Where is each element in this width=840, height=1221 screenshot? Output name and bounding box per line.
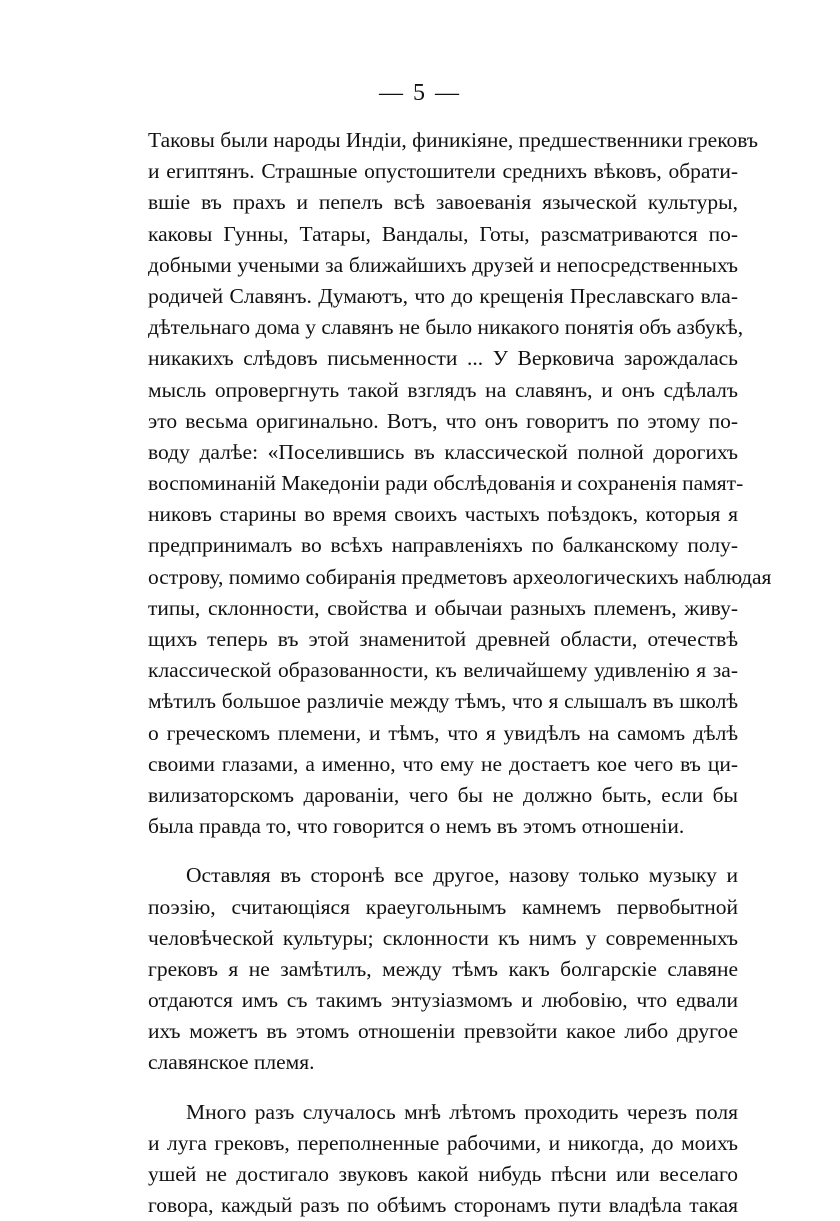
text-line: вилизаторскомъ дарованіи, чего бы не должно быть, если бы	[148, 782, 738, 807]
text-line: острову, помимо собиранія предметовъ археологическихъ наблюдая	[148, 564, 772, 589]
page-number: — 5 —	[379, 80, 461, 106]
body-text	[148, 125, 772, 1221]
text-line: о греческомъ племени, и тѣмъ, что я увидѣлъ на самомъ дѣлѣ	[148, 720, 738, 745]
text-line: грековъ я не замѣтилъ, между тѣмъ какъ болгарскіе славяне	[148, 956, 738, 981]
text-line: дѣтельнаго дома у славянъ не было никакого понятія объ азбукѣ,	[148, 315, 744, 340]
text-line: мысль опровергнуть такой взглядъ на славянъ, и онъ сдѣлалъ	[148, 377, 738, 402]
text-line: ихъ можетъ въ этомъ отношеніи превзойти какое либо другое	[148, 1019, 738, 1044]
text-line: славянское племя.	[148, 1050, 315, 1075]
text-line: типы, склонности, свойства и обычаи разныхъ племенъ, живу-	[148, 595, 738, 620]
paragraph-spacer	[148, 842, 738, 860]
text-line: Много разъ случалось мнѣ лѣтомъ проходить черезъ поля	[186, 1099, 738, 1124]
text-line: Оставляя въ сторонѣ все другое, назову только музыку и	[186, 863, 738, 888]
text-line: была правда то, что говорится о немъ въ этомъ отношеніи.	[148, 814, 685, 839]
text-line: предпринималъ во всѣхъ направленіяхъ по балканскому полу-	[148, 533, 738, 558]
paragraph-3	[148, 1097, 738, 1221]
text-line: щихъ теперь въ этой знаменитой древней области, отечествѣ	[148, 627, 738, 651]
paragraph-spacer	[148, 1079, 738, 1097]
text-line: своими глазами, а именно, что ему не достаетъ кое чего въ ци-	[148, 751, 738, 776]
text-line: говора, каждый разъ по обѣимъ сторонамъ пути владѣла такая	[148, 1193, 738, 1218]
text-line: воду далѣе: «Поселившись въ классической полной дорогихъ	[148, 439, 738, 464]
text-line: добными учеными за ближайшихъ друзей и непосредственныхъ	[148, 252, 738, 277]
text-line: никовъ старины во время своихъ частыхъ поѣздокъ, которыя я	[148, 502, 738, 527]
text-line: ушей не достигало звуковъ какой нибудь пѣсни или веселаго	[148, 1162, 738, 1186]
paragraph-1	[148, 125, 772, 842]
text-line: родичей Славянъ. Думаютъ, что до крещенія Преславскаго вла-	[148, 283, 738, 308]
text-line: каковы Гунны, Татары, Вандалы, Готы, разсматриваются по-	[148, 221, 738, 246]
text-line: человѣческой культуры; склонности къ нимъ у современныхъ	[148, 925, 738, 950]
text-line: отдаются имъ съ такимъ энтузіазмомъ и любовію, что едвали	[148, 988, 738, 1013]
text-line: вшіе въ прахъ и пепелъ всѣ завоеванія языческой культуры,	[148, 190, 738, 215]
text-line: это весьма оригинально. Вотъ, что онъ говоритъ по этому по-	[148, 408, 738, 433]
text-line: и египтянъ. Страшные опустошители среднихъ вѣковъ, обрати-	[148, 159, 738, 184]
text-line: мѣтилъ большое различіе между тѣмъ, что я слышалъ въ школѣ	[148, 689, 738, 714]
text-line: и луга грековъ, переполненные рабочими, и никогда, до моихъ	[148, 1130, 738, 1155]
text-line: поэзію, считающіяся краеугольнымъ камнемъ первобытной	[148, 894, 738, 919]
text-line: воспоминаній Македоніи ради обслѣдованія и сохраненія памят-	[148, 471, 744, 496]
paragraph-2	[148, 860, 738, 1078]
text-line: Таковы были народы Индіи, финикіяне, предшественники грековъ	[148, 128, 759, 152]
text-line: классической образованности, къ величайшему удивленію я за-	[148, 658, 738, 683]
text-line: никакихъ слѣдовъ письменности ... У Верковича зарождалась	[148, 346, 738, 371]
